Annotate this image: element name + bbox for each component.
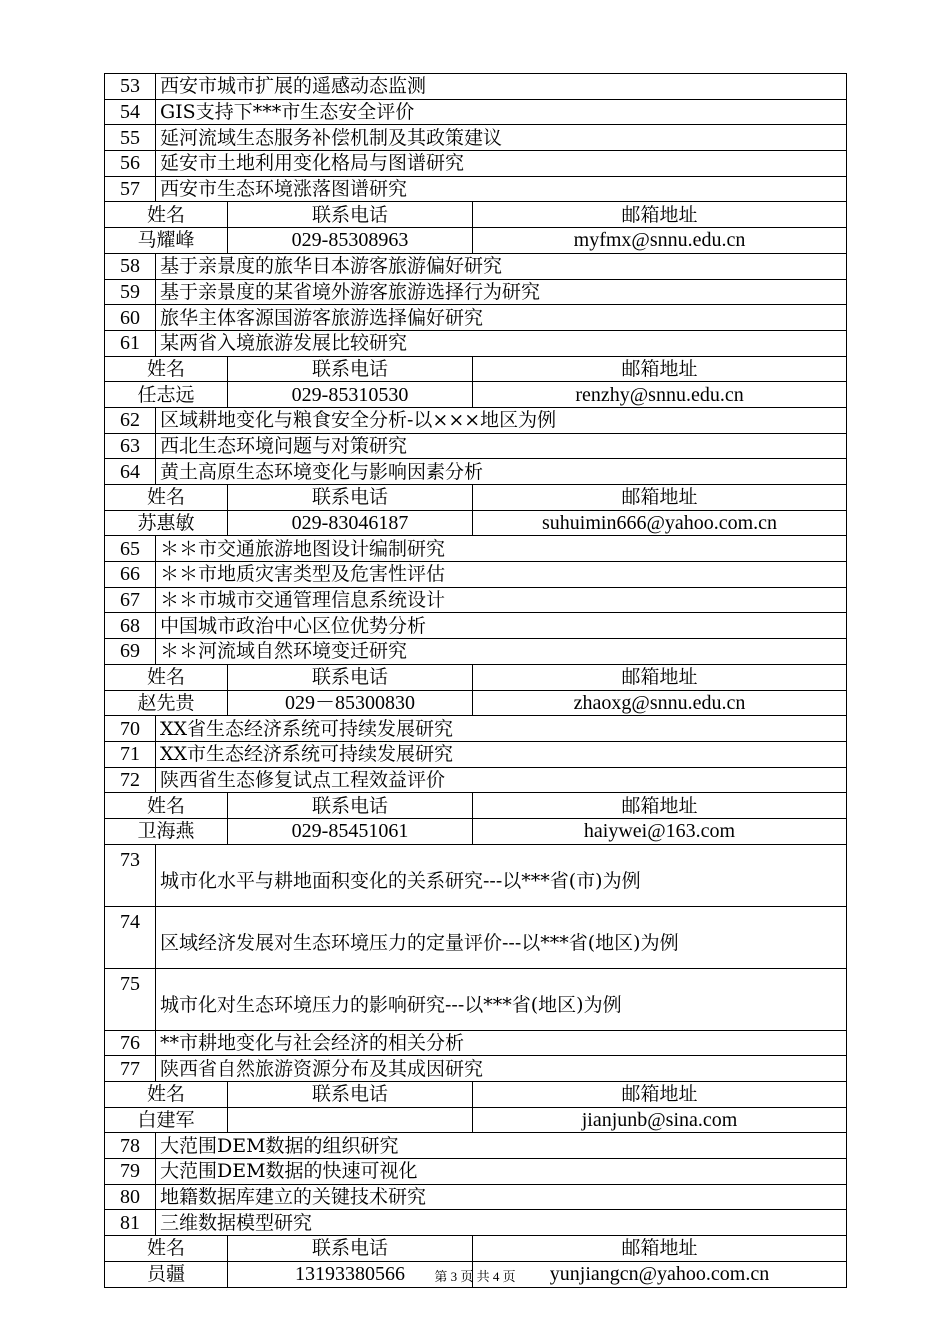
topic-row <box>105 562 847 588</box>
topic-row <box>105 1184 847 1210</box>
topic-title: ＊＊市地质灾害类型及危害性评估 <box>156 562 847 588</box>
contact-name: 任志远 <box>105 382 228 408</box>
phone-column-header: 联系电话 <box>228 793 473 819</box>
contact-header-row <box>105 202 847 228</box>
topic-number: 70 <box>105 716 156 742</box>
topic-number: 62 <box>105 407 156 433</box>
topic-number: 81 <box>105 1210 156 1236</box>
name-column-header: 姓名 <box>105 202 228 228</box>
topic-number: 79 <box>105 1159 156 1185</box>
email-column-header: 邮箱地址 <box>473 1082 847 1108</box>
topic-title: ＊＊河流域自然环境变迁研究 <box>156 639 847 665</box>
topic-number: 55 <box>105 125 156 151</box>
topic-number: 80 <box>105 1184 156 1210</box>
topic-title: XX省生态经济系统可持续发展研究 <box>156 716 847 742</box>
topic-title: 基于亲景度的某省境外游客旅游选择行为研究 <box>156 279 847 305</box>
topic-row <box>105 741 847 767</box>
topic-title: 大范围DEM数据的快速可视化 <box>156 1159 847 1185</box>
topic-number: 73 <box>105 844 156 906</box>
contact-header-row <box>105 1236 847 1262</box>
topic-number: 74 <box>105 906 156 968</box>
topic-title: 城市化水平与耕地面积变化的关系研究---以***省(市)为例 <box>156 844 847 906</box>
topic-number: 53 <box>105 74 156 100</box>
phone-column-header: 联系电话 <box>228 485 473 511</box>
topic-row <box>105 767 847 793</box>
contact-phone: 13193380566 <box>228 1261 473 1287</box>
topic-title: 大范围DEM数据的组织研究 <box>156 1133 847 1159</box>
topic-row <box>105 74 847 100</box>
topic-number: 66 <box>105 562 156 588</box>
contact-phone <box>228 1107 473 1133</box>
contact-header-row <box>105 793 847 819</box>
topic-title: 地籍数据库建立的关键技术研究 <box>156 1184 847 1210</box>
topic-title: 陕西省生态修复试点工程效益评价 <box>156 767 847 793</box>
phone-column-header: 联系电话 <box>228 356 473 382</box>
topic-number: 78 <box>105 1133 156 1159</box>
name-column-header: 姓名 <box>105 485 228 511</box>
contact-name: 赵先贵 <box>105 690 228 716</box>
topic-number: 56 <box>105 151 156 177</box>
topic-row <box>105 587 847 613</box>
topic-row <box>105 407 847 433</box>
email-column-header: 邮箱地址 <box>473 202 847 228</box>
contact-phone: 029－85300830 <box>228 690 473 716</box>
topic-number: 67 <box>105 587 156 613</box>
topic-number: 69 <box>105 639 156 665</box>
contact-phone: 029-85451061 <box>228 818 473 844</box>
name-column-header: 姓名 <box>105 664 228 690</box>
document-table-container <box>104 73 846 1288</box>
topic-row <box>105 968 847 1030</box>
topic-row <box>105 1030 847 1056</box>
topic-number: 58 <box>105 253 156 279</box>
topic-title: 旅华主体客源国游客旅游选择偏好研究 <box>156 305 847 331</box>
phone-column-header: 联系电话 <box>228 1082 473 1108</box>
topic-number: 75 <box>105 968 156 1030</box>
contact-email: renzhy@snnu.edu.cn <box>473 382 847 408</box>
name-column-header: 姓名 <box>105 356 228 382</box>
contact-name: 白建军 <box>105 1107 228 1133</box>
topic-title: 某两省入境旅游发展比较研究 <box>156 330 847 356</box>
topic-row <box>105 330 847 356</box>
topic-number: 60 <box>105 305 156 331</box>
contact-phone: 029-83046187 <box>228 510 473 536</box>
topic-number: 72 <box>105 767 156 793</box>
topic-title: 西安市生态环境涨落图谱研究 <box>156 176 847 202</box>
email-column-header: 邮箱地址 <box>473 664 847 690</box>
topic-row <box>105 433 847 459</box>
topic-title: 区域经济发展对生态环境压力的定量评价---以***省(地区)为例 <box>156 906 847 968</box>
topic-row <box>105 1159 847 1185</box>
topic-row <box>105 536 847 562</box>
email-column-header: 邮箱地址 <box>473 1236 847 1262</box>
topic-row <box>105 176 847 202</box>
topic-row <box>105 844 847 906</box>
name-column-header: 姓名 <box>105 1082 228 1108</box>
name-column-header: 姓名 <box>105 793 228 819</box>
topic-row <box>105 151 847 177</box>
contact-row <box>105 228 847 254</box>
phone-column-header: 联系电话 <box>228 664 473 690</box>
topic-title: **市耕地变化与社会经济的相关分析 <box>156 1030 847 1056</box>
contact-phone: 029-85308963 <box>228 228 473 254</box>
topic-title: 陕西省自然旅游资源分布及其成因研究 <box>156 1056 847 1082</box>
topic-number: 54 <box>105 99 156 125</box>
topic-row <box>105 906 847 968</box>
phone-column-header: 联系电话 <box>228 1236 473 1262</box>
topic-row <box>105 279 847 305</box>
topic-row <box>105 459 847 485</box>
name-column-header: 姓名 <box>105 1236 228 1262</box>
contact-row <box>105 510 847 536</box>
topic-number: 68 <box>105 613 156 639</box>
topic-number: 63 <box>105 433 156 459</box>
contact-phone: 029-85310530 <box>228 382 473 408</box>
contact-email: yunjiangcn@yahoo.com.cn <box>473 1261 847 1287</box>
topic-number: 65 <box>105 536 156 562</box>
topic-title: GIS支持下***市生态安全评价 <box>156 99 847 125</box>
contact-header-row <box>105 1082 847 1108</box>
phone-column-header: 联系电话 <box>228 202 473 228</box>
topic-row <box>105 305 847 331</box>
topic-number: 59 <box>105 279 156 305</box>
topic-number: 61 <box>105 330 156 356</box>
contact-row <box>105 818 847 844</box>
topic-row <box>105 613 847 639</box>
email-column-header: 邮箱地址 <box>473 793 847 819</box>
topic-number: 77 <box>105 1056 156 1082</box>
topics-table <box>104 73 847 1288</box>
topic-row <box>105 125 847 151</box>
topic-title: ＊＊市城市交通管理信息系统设计 <box>156 587 847 613</box>
email-column-header: 邮箱地址 <box>473 485 847 511</box>
contact-header-row <box>105 664 847 690</box>
topic-number: 64 <box>105 459 156 485</box>
topic-row <box>105 716 847 742</box>
topic-title: ＊＊市交通旅游地图设计编制研究 <box>156 536 847 562</box>
topic-title: 中国城市政治中心区位优势分析 <box>156 613 847 639</box>
contact-email: suhuimin666@yahoo.com.cn <box>473 510 847 536</box>
contact-name: 员疆 <box>105 1261 228 1287</box>
contact-header-row <box>105 356 847 382</box>
contact-row <box>105 690 847 716</box>
topic-title: 延河流域生态服务补偿机制及其政策建议 <box>156 125 847 151</box>
topic-row <box>105 1133 847 1159</box>
topic-row <box>105 639 847 665</box>
contact-email: myfmx@snnu.edu.cn <box>473 228 847 254</box>
topic-title: 黄土高原生态环境变化与影响因素分析 <box>156 459 847 485</box>
topics-table-body <box>105 74 847 1288</box>
topic-row <box>105 1056 847 1082</box>
contact-name: 马耀峰 <box>105 228 228 254</box>
contact-name: 苏惠敏 <box>105 510 228 536</box>
topic-title: 三维数据模型研究 <box>156 1210 847 1236</box>
contact-email: jianjunb@sina.com <box>473 1107 847 1133</box>
topic-number: 71 <box>105 741 156 767</box>
topic-number: 76 <box>105 1030 156 1056</box>
topic-title: 西安市城市扩展的遥感动态监测 <box>156 74 847 100</box>
email-column-header: 邮箱地址 <box>473 356 847 382</box>
topic-title: 区域耕地变化与粮食安全分析-以×××地区为例 <box>156 407 847 433</box>
topic-title: 延安市土地利用变化格局与图谱研究 <box>156 151 847 177</box>
topic-title: 城市化对生态环境压力的影响研究---以***省(地区)为例 <box>156 968 847 1030</box>
contact-email: zhaoxg@snnu.edu.cn <box>473 690 847 716</box>
topic-title: XX市生态经济系统可持续发展研究 <box>156 741 847 767</box>
topic-row <box>105 1210 847 1236</box>
contact-row <box>105 382 847 408</box>
contact-row <box>105 1107 847 1133</box>
contact-header-row <box>105 485 847 511</box>
topic-title: 西北生态环境问题与对策研究 <box>156 433 847 459</box>
contact-name: 卫海燕 <box>105 818 228 844</box>
topic-row <box>105 253 847 279</box>
topic-title: 基于亲景度的旅华日本游客旅游偏好研究 <box>156 253 847 279</box>
page-footer: 第 3 页 共 4 页 <box>434 1269 516 1284</box>
topic-row <box>105 99 847 125</box>
contact-email: haiywei@163.com <box>473 818 847 844</box>
topic-number: 57 <box>105 176 156 202</box>
